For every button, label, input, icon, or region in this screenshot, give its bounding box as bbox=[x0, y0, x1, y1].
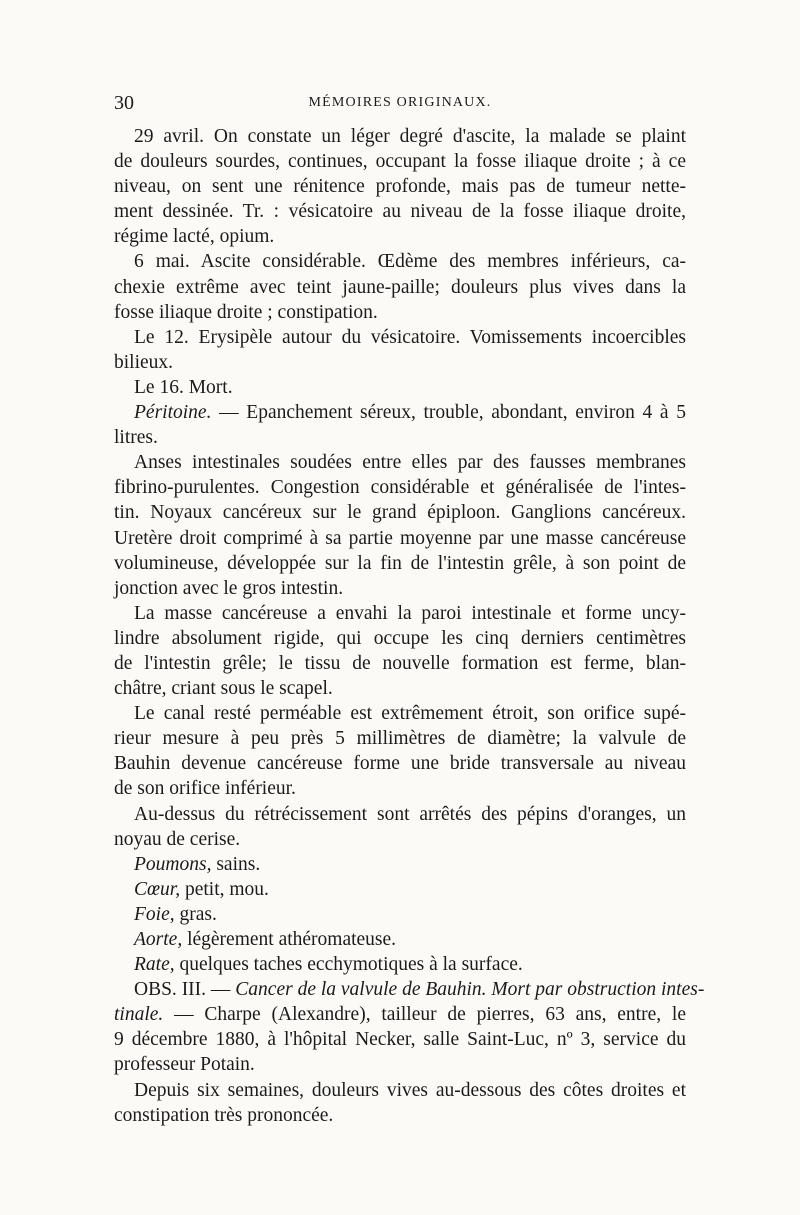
text-line: 29 avril. On constate un léger degré d'ascite, la malade se plaint bbox=[134, 126, 686, 147]
text-line: ment dessinée. Tr. : vésicatoire au niveau de la fosse iliaque droite, bbox=[114, 201, 686, 223]
text-line: tinale. — Charpe (Alexandre), tailleur de pierres, 63 ans, entre, le bbox=[114, 1004, 686, 1026]
text-line: professeur Potain. bbox=[114, 1054, 255, 1076]
text-line: fosse iliaque droite ; constipation. bbox=[114, 301, 378, 323]
text-line: tin. Noyaux cancéreux sur le grand épiploon. Ganglions cancéreux. bbox=[114, 502, 686, 524]
text-line: Au-dessus du rétrécissement sont arrêtés des pépins d'oranges, un bbox=[134, 803, 686, 825]
document-page bbox=[114, 92, 705, 1128]
text-line: de douleurs sourdes, continues, occupant la fosse iliaque droite ; à ce bbox=[114, 151, 686, 173]
text-line: Foie, gras. bbox=[134, 903, 217, 925]
italic-term: Poumons, bbox=[134, 853, 212, 875]
text-line: Uretère droit comprimé à sa partie moyenne par une masse cancéreuse bbox=[114, 527, 686, 549]
text-line: Poumons, sains. bbox=[134, 853, 261, 875]
italic-term: Rate, bbox=[134, 954, 175, 976]
text-line: volumineuse, développée sur la fin de l'intestin grêle, à son point de bbox=[114, 552, 686, 574]
text-line: OBS. III. — Cancer de la valvule de Bauhin. Mort par obstruction intes- bbox=[134, 979, 705, 1001]
page-header bbox=[114, 92, 686, 120]
text-line: jonction avec le gros intestin. bbox=[114, 577, 344, 599]
body-text bbox=[114, 124, 705, 1128]
text-line: niveau, on sent une rénitence profonde, mais pas de tumeur nette- bbox=[114, 176, 686, 198]
text-line: Péritoine. — Epanchement séreux, trouble, abondant, environ 4 à 5 bbox=[134, 402, 686, 424]
page-number: 30 bbox=[114, 92, 134, 114]
text-line: Le 12. Erysipèle autour du vésicatoire. Vomissements incoercibles bbox=[134, 326, 686, 348]
text-line: 6 mai. Ascite considérable. Œdème des membres inférieurs, ca- bbox=[134, 251, 686, 273]
italic-term: Aorte, bbox=[134, 929, 183, 950]
text-line: bilieux. bbox=[114, 351, 174, 373]
text-line: constipation très prononcée. bbox=[114, 1104, 334, 1126]
text-line: Le canal resté perméable est extrêmement étroit, son orifice supé- bbox=[134, 703, 686, 725]
italic-term: Cœur, bbox=[134, 878, 181, 900]
text-line: lindre absolument rigide, qui occupe les cinq derniers centimètres bbox=[114, 627, 686, 649]
observation-label: OBS. bbox=[134, 979, 177, 1001]
italic-term: Péritoine. bbox=[134, 402, 212, 424]
text-line: Depuis six semaines, douleurs vives au-dessous des côtes droites et bbox=[134, 1079, 686, 1101]
text-line: Anses intestinales soudées entre elles par des fausses membranes bbox=[134, 452, 686, 474]
italic-term: Foie, bbox=[134, 903, 175, 925]
text-line: Rate, quelques taches ecchymotiques à la surface. bbox=[134, 954, 523, 976]
text-line: Cœur, petit, mou. bbox=[134, 878, 269, 900]
text-line: châtre, criant sous le scapel. bbox=[114, 678, 333, 700]
running-title: MÉMOIRES ORIGINAUX. bbox=[308, 95, 492, 110]
text-line: 9 décembre 1880, à l'hôpital Necker, salle Saint-Luc, nº 3, service du bbox=[114, 1029, 686, 1051]
text-line: litres. bbox=[114, 427, 158, 449]
text-line: noyau de cerise. bbox=[114, 828, 241, 850]
observation-title: Cancer de la valvule de Bauhin. Mort par obstruction intes- bbox=[235, 979, 705, 1001]
text-line: Le 16. Mort. bbox=[134, 376, 233, 398]
text-line: La masse cancéreuse a envahi la paroi intestinale et forme uncy- bbox=[134, 602, 686, 624]
text-line: régime lacté, opium. bbox=[114, 226, 275, 248]
text-line: chexie extrême avec teint jaune-paille; douleurs plus vives dans la bbox=[114, 276, 686, 298]
text-line: de son orifice inférieur. bbox=[114, 778, 296, 800]
text-line: Aorte, légèrement athéromateuse. bbox=[134, 929, 397, 950]
text-line: de l'intestin grêle; le tissu de nouvelle formation est ferme, blan- bbox=[114, 652, 686, 674]
text-line: Bauhin devenue cancéreuse forme une bride transversale au niveau bbox=[114, 753, 686, 775]
text-line: fibrino-purulentes. Congestion considérable et généralisée de l'intes- bbox=[114, 477, 686, 499]
text-line: rieur mesure à peu près 5 millimètres de diamètre; la valvule de bbox=[114, 728, 686, 750]
italic-term: tinale. bbox=[114, 1004, 164, 1026]
